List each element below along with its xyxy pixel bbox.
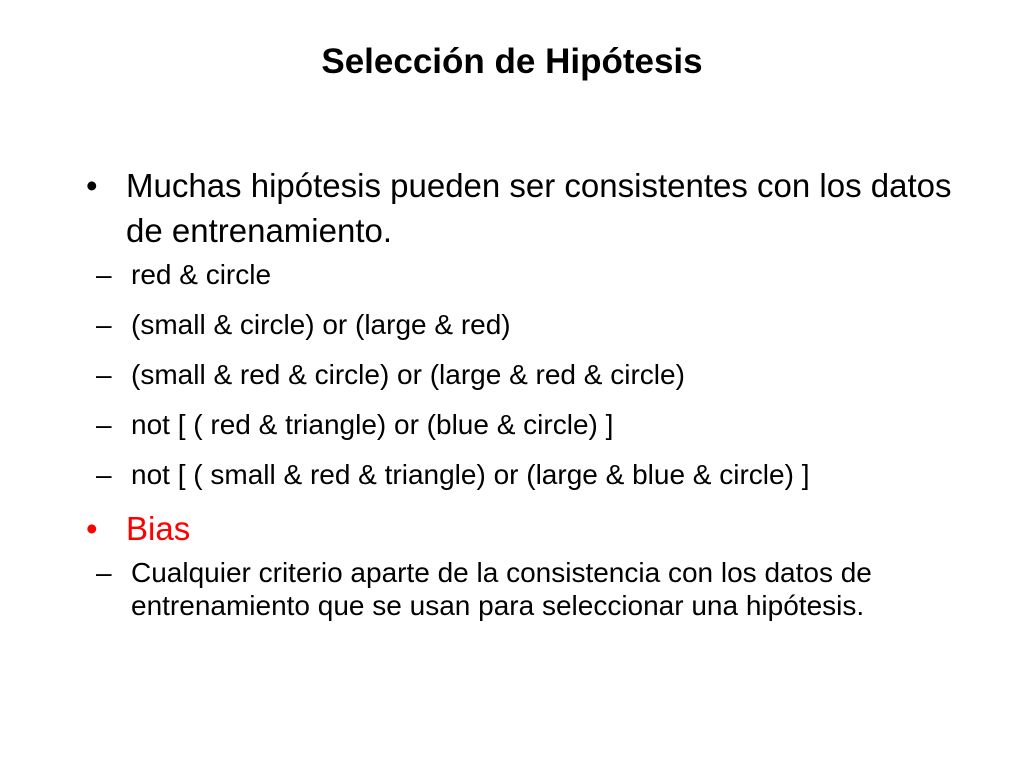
sub-item [96, 358, 866, 391]
sub-item [96, 308, 866, 341]
dash-icon: – [96, 557, 112, 588]
sub-item-text: not [ ( small & red & triangle) or (large & blue & circle) ] [131, 459, 810, 490]
sub-item [96, 408, 866, 441]
bullet-item-bias [86, 506, 966, 551]
bullet-icon: • [86, 510, 98, 547]
dash-icon: – [96, 359, 112, 390]
sub-item-text: (small & circle) or (large & red) [131, 309, 511, 340]
dash-icon: – [96, 409, 112, 440]
sub-list-hypotheses [96, 258, 966, 491]
bullet-icon: • [86, 167, 98, 204]
sub-item [96, 458, 866, 491]
sub-item [96, 556, 906, 622]
slide-content [86, 163, 966, 639]
sub-item-text: red & circle [131, 259, 272, 290]
bullet-item-consistent-hypotheses [86, 163, 966, 253]
sub-item-text: Cualquier criterio aparte de la consistencia con los datos de entrenamiento que se usan para seleccionar una hipótesis. [131, 557, 872, 621]
dash-icon: – [96, 459, 112, 490]
dash-icon: – [96, 259, 112, 290]
slide-title: Selección de Hipótesis [321, 42, 703, 81]
bullet-text: Muchas hipótesis pueden ser consistentes con los datos de entrenamiento. [126, 167, 952, 249]
bullet-text: Bias [126, 510, 191, 547]
sub-item-text: (small & red & circle) or (large & red & circle) [131, 359, 685, 390]
sub-item-text: not [ ( red & triangle) or (blue & circle) ] [131, 409, 614, 440]
sub-item [96, 258, 866, 291]
dash-icon: – [96, 309, 112, 340]
sub-list-bias [96, 556, 966, 622]
